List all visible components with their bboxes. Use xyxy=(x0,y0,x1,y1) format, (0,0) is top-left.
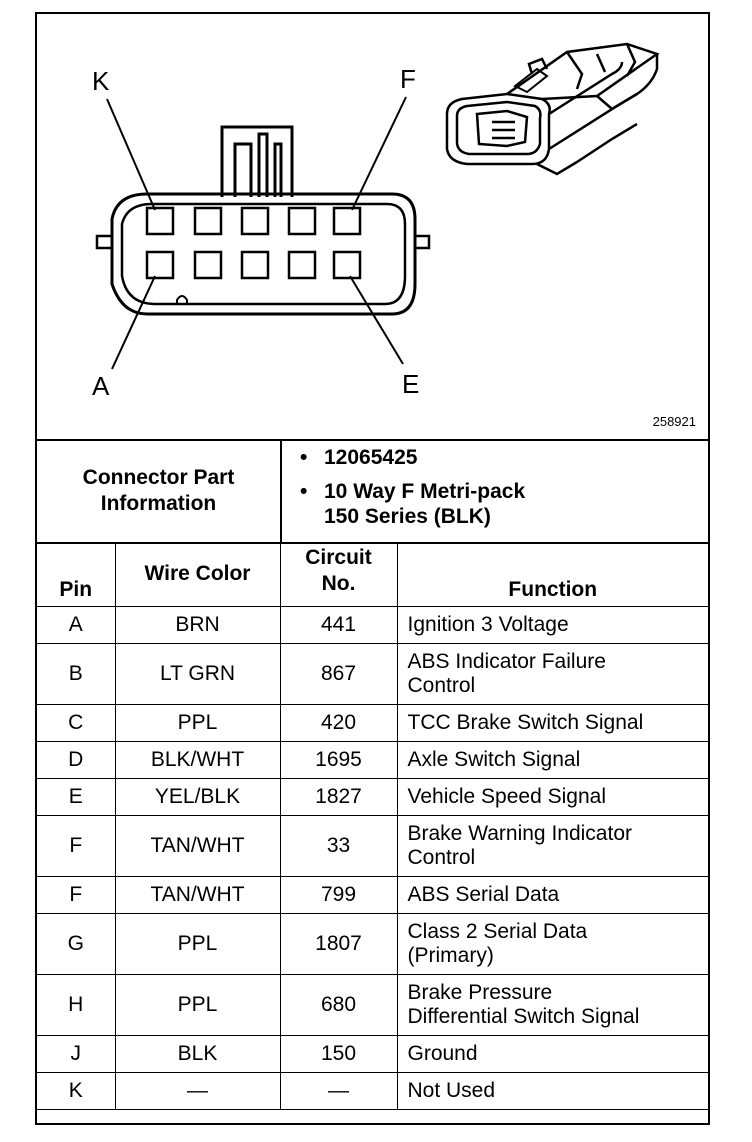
header-function: Function xyxy=(397,542,708,607)
table-row xyxy=(37,705,708,742)
pin-cell: F xyxy=(37,877,115,914)
connector-type: • 10 Way F Metri-pack 150 Series (BLK) xyxy=(282,479,702,529)
pin-cell: J xyxy=(37,1036,115,1073)
function-cell: ABS Serial Data xyxy=(397,877,708,914)
cavity-c xyxy=(242,252,268,278)
connector-isometric-view xyxy=(447,44,657,174)
circuit-cell: — xyxy=(280,1073,397,1110)
function-cell: Ground xyxy=(397,1036,708,1073)
function-cell: Axle Switch Signal xyxy=(397,742,708,779)
table-row xyxy=(37,1073,708,1110)
connector-part-information xyxy=(37,439,708,544)
function-cell: Vehicle Speed Signal xyxy=(397,779,708,816)
cavity-j xyxy=(195,208,221,234)
leader-e xyxy=(350,276,403,364)
cavity-k xyxy=(147,208,173,234)
wire-color-cell: LT GRN xyxy=(115,644,280,705)
figure-number: 258921 xyxy=(652,414,696,429)
wire-color-cell: BRN xyxy=(115,607,280,644)
pin-cell: B xyxy=(37,644,115,705)
table-row xyxy=(37,779,708,816)
function-cell: Brake Warning Indicator Control xyxy=(397,816,708,877)
table-row xyxy=(37,975,708,1036)
wire-color-cell: YEL/BLK xyxy=(115,779,280,816)
circuit-cell: 799 xyxy=(280,877,397,914)
table-row xyxy=(37,644,708,705)
pin-cell: G xyxy=(37,914,115,975)
wire-color-cell: PPL xyxy=(115,914,280,975)
pin-cell: F xyxy=(37,816,115,877)
function-cell: TCC Brake Switch Signal xyxy=(397,705,708,742)
wire-color-cell: TAN/WHT xyxy=(115,816,280,877)
cavity-a xyxy=(147,252,173,278)
function-cell: Class 2 Serial Data (Primary) xyxy=(397,914,708,975)
function-cell: Not Used xyxy=(397,1073,708,1110)
circuit-cell: 441 xyxy=(280,607,397,644)
connector-face-drawing xyxy=(37,14,708,439)
part-number: • 12065425 xyxy=(282,445,702,470)
leader-a xyxy=(112,276,155,369)
table-row xyxy=(37,877,708,914)
wire-color-cell: BLK xyxy=(115,1036,280,1073)
circuit-cell: 1807 xyxy=(280,914,397,975)
connector-sheet xyxy=(35,12,710,1125)
table-row xyxy=(37,914,708,975)
pin-label-f: F xyxy=(400,64,416,94)
pin-cell: K xyxy=(37,1073,115,1110)
connector-outer-shell xyxy=(112,194,415,314)
header-wire-color: Wire Color xyxy=(115,542,280,607)
cavity-b xyxy=(195,252,221,278)
circuit-cell: 1827 xyxy=(280,779,397,816)
pin-cell: A xyxy=(37,607,115,644)
connector-diagram xyxy=(37,14,708,441)
wire-color-cell: PPL xyxy=(115,705,280,742)
pin-table-header xyxy=(37,542,708,607)
table-row xyxy=(37,742,708,779)
wire-color-cell: PPL xyxy=(115,975,280,1036)
function-cell: Ignition 3 Voltage xyxy=(397,607,708,644)
pin-table xyxy=(37,542,708,1110)
pin-label-e: E xyxy=(402,369,420,399)
function-cell: Brake Pressure Differential Switch Signal xyxy=(397,975,708,1036)
connector-info-label: Connector Part Information xyxy=(37,439,282,542)
table-row xyxy=(37,1036,708,1073)
leader-k xyxy=(107,99,155,210)
cavity-d xyxy=(289,252,315,278)
pin-cell: D xyxy=(37,742,115,779)
table-row xyxy=(37,607,708,644)
cavity-e xyxy=(334,252,360,278)
table-row xyxy=(37,816,708,877)
pin-cell: C xyxy=(37,705,115,742)
wire-color-cell: BLK/WHT xyxy=(115,742,280,779)
circuit-cell: 867 xyxy=(280,644,397,705)
connector-info-list xyxy=(282,445,702,538)
cavity-f xyxy=(334,208,360,234)
pin-label-a: A xyxy=(92,371,110,401)
pin-cell: H xyxy=(37,975,115,1036)
header-pin: Pin xyxy=(37,542,115,607)
circuit-cell: 1695 xyxy=(280,742,397,779)
pin-cell: E xyxy=(37,779,115,816)
function-cell: ABS Indicator Failure Control xyxy=(397,644,708,705)
circuit-cell: 33 xyxy=(280,816,397,877)
circuit-cell: 150 xyxy=(280,1036,397,1073)
wire-color-cell: — xyxy=(115,1073,280,1110)
cavity-h xyxy=(242,208,268,234)
circuit-cell: 420 xyxy=(280,705,397,742)
header-circuit-no: Circuit No. xyxy=(280,542,397,607)
cavity-g xyxy=(289,208,315,234)
wire-color-cell: TAN/WHT xyxy=(115,877,280,914)
circuit-cell: 680 xyxy=(280,975,397,1036)
pin-label-k: K xyxy=(92,66,110,96)
